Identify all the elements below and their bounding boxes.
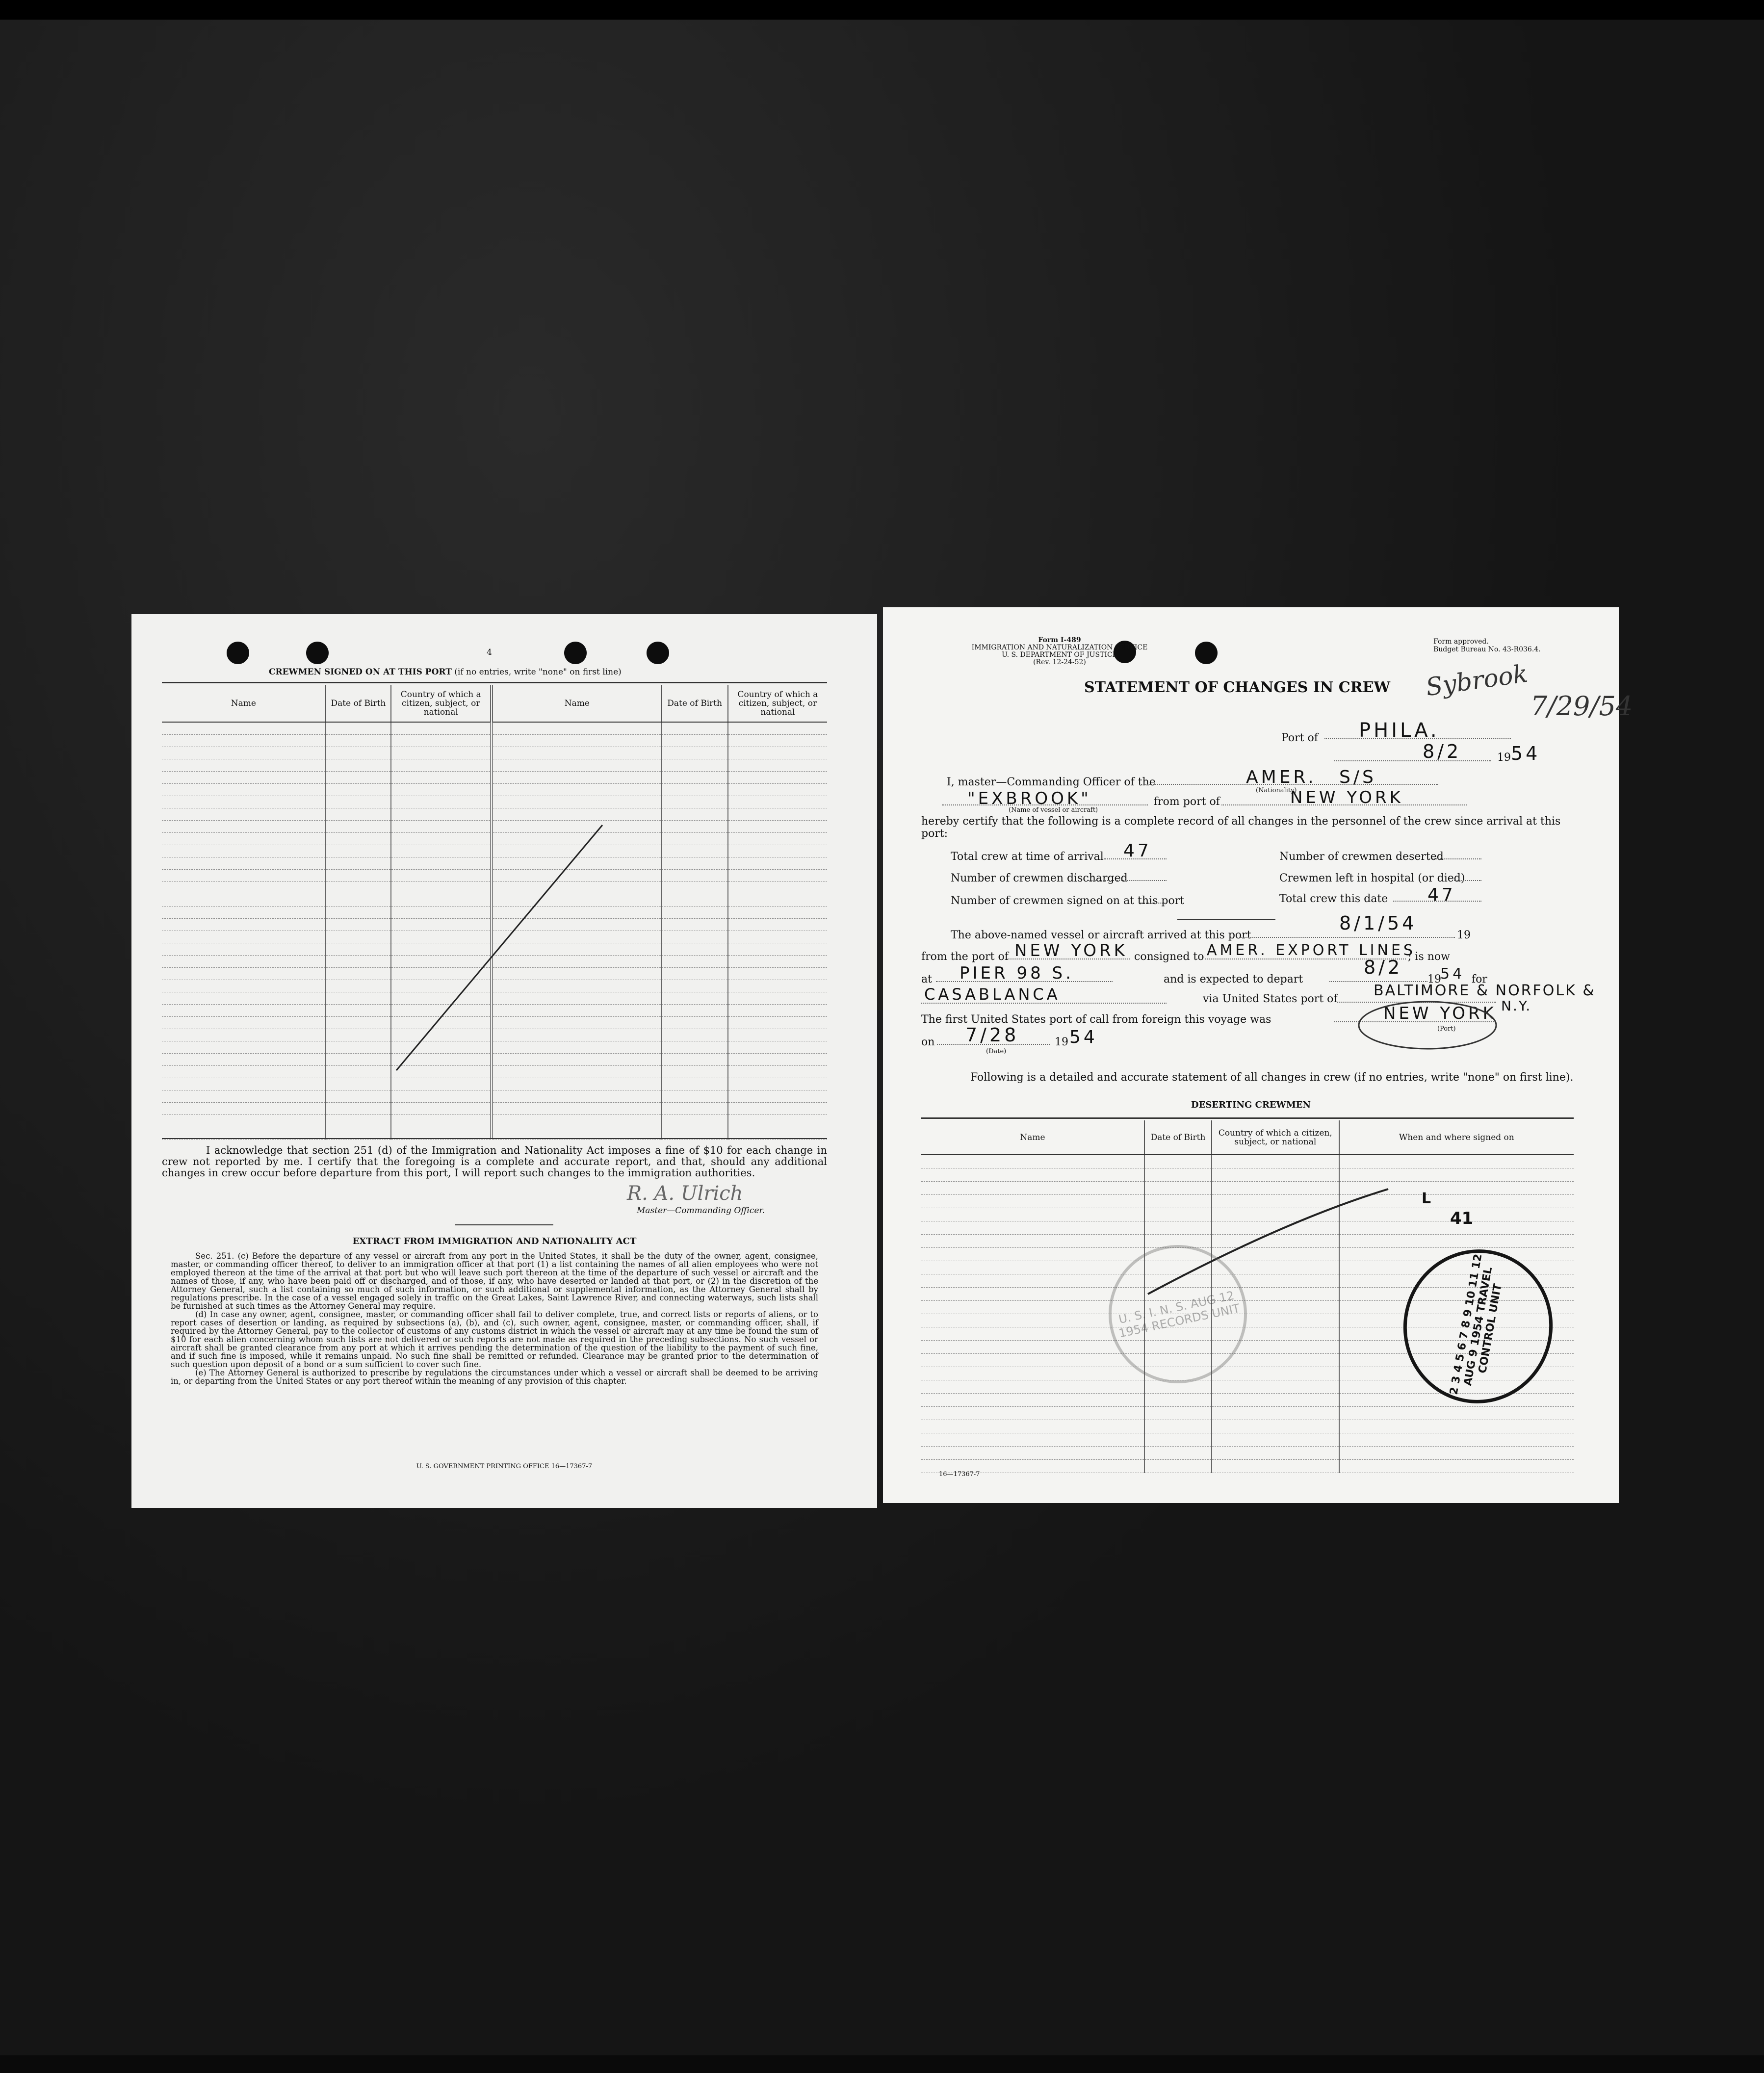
extract-section-e: (e) The Attorney General is authorized to prescribe by regulations the circumstances under which a vessel or aircraft shall be deemed to be arriving in, or departing from the United States or any port thereof within the meaning of any provision of this chapter. bbox=[171, 1368, 818, 1386]
port-value: PHILA. bbox=[1359, 719, 1440, 742]
date-caption: (Date) bbox=[986, 1048, 1007, 1055]
depart-year: 54 bbox=[1440, 965, 1465, 983]
printer-line: U. S. GOVERNMENT PRINTING OFFICE 16—17367-7 bbox=[416, 1463, 593, 1470]
form-number: Form I-489 bbox=[1038, 636, 1081, 644]
right-page bbox=[883, 607, 1633, 1503]
agency-name: IMMIGRATION AND NATURALIZATION SERVICE bbox=[971, 644, 1148, 651]
signed-on-label: Number of crewmen signed on at this port bbox=[951, 895, 1185, 907]
deserting-title: DESERTING CREWMEN bbox=[1191, 1100, 1311, 1110]
year-prefix: 19 bbox=[1055, 1036, 1068, 1048]
from-port-value: NEW YORK bbox=[1290, 788, 1403, 807]
printer-line: 16—17367-7 bbox=[939, 1471, 980, 1478]
handwritten-initials: Sybrook bbox=[1424, 659, 1530, 702]
total-date-label: Total crew this date bbox=[1279, 893, 1388, 905]
arrived-label: The above-named vessel or aircraft arrived at this port bbox=[951, 929, 1251, 941]
master-signature: R. A. Ulrich bbox=[627, 1182, 743, 1205]
on-value: 7/28 bbox=[965, 1024, 1019, 1046]
at-label: at bbox=[921, 973, 932, 985]
total-arrival-value: 47 bbox=[1123, 841, 1152, 861]
following-text: Following is a detailed and accurate statement of all changes in crew (if no entries, write "none" on first line). bbox=[970, 1071, 1574, 1084]
is-now-label: ; is now bbox=[1408, 951, 1450, 963]
from-the-port-label: from the port of bbox=[921, 951, 1009, 963]
divider bbox=[162, 1138, 827, 1139]
column-header: Country of which a citizen, subject, or national bbox=[728, 685, 827, 722]
total-arrival-label: Total crew at time of arrival bbox=[951, 851, 1104, 863]
column-header: Country of which a citizen, subject, or national bbox=[1212, 1120, 1339, 1155]
year-prefix: 19 bbox=[1457, 929, 1471, 941]
consigned-label: consigned to bbox=[1134, 951, 1204, 963]
records-unit-stamp-text: U. S. I. N. S. AUG 12 1954 RECORDS UNIT bbox=[1117, 1288, 1241, 1341]
tally-mark: L bbox=[1422, 1190, 1434, 1207]
approval-text: Form approved. bbox=[1433, 638, 1489, 646]
vessel-caption: (Name of vessel or aircraft) bbox=[1009, 806, 1098, 814]
column-header: When and where signed on bbox=[1339, 1120, 1574, 1155]
extract-section-d: (d) In case any owner, agent, consignee, master, or commanding officer shall fail to deliver complete, true, and correct lists or reports of aliens, or to report cases of desertion or landing, as required by subsections (a), (b), and (c), such owner, agent, consignee, master, or commanding officer, shall, if required by the Attorney General, pay to the collector of customs of any customs district in which the vessel or aircraft may at any time be found the sum of $10 for each alien concerning whom such lists are not delivered or such reports are not made as required in the preceding subsections. No such vessel or aircraft shall be granted clearance from any port at which it arrives pending the determination of the question of the liability to the payment of such fine, and if such fine is imposed, while it remains unpaid. No such fine shall be remitted or refunded. Clearance may be granted prior to the determination of such question upon deposit of a bond or a sum sufficient to cover such fine. bbox=[171, 1310, 818, 1369]
master-label: I, master—Commanding Officer of the bbox=[947, 776, 1156, 788]
certify-text: hereby certify that the following is a complete record of all changes in the personnel of the crew since arrival at this port: bbox=[921, 815, 1561, 840]
depart-value: 8/2 bbox=[1364, 957, 1403, 978]
from-the-port-value: NEW YORK bbox=[1014, 941, 1128, 960]
total-date-value: 47 bbox=[1427, 885, 1456, 905]
travel-control-stamp-text: 2 3 4 5 6 7 8 9 10 11 12 AUG 9 1954 TRAVEL CONTROL UNIT bbox=[1447, 1253, 1504, 1396]
signature-caption: Master—Commanding Officer. bbox=[637, 1206, 765, 1216]
film-edge-bottom bbox=[0, 2055, 1764, 2073]
hospital-label: Crewmen left in hospital (or died) bbox=[1279, 872, 1465, 884]
on-year: 54 bbox=[1069, 1027, 1098, 1047]
extract-body bbox=[171, 1252, 818, 1385]
deserted-label: Number of crewmen deserted bbox=[1279, 851, 1444, 863]
port-caption: (Port) bbox=[1437, 1025, 1456, 1033]
via-label: via United States port of bbox=[1203, 993, 1338, 1005]
extract-section-c: Sec. 251. (c) Before the departure of any vessel or aircraft from any port in the United States, it shall be the duty of the owner, agent, consignee, master, or commanding officer thereof, to deliver to an immigration officer at that port (1) a list containing the names of all alien employees who were not employed thereon at the time of the arrival at that port but who will leave such port thereon at the time of the departure of such vessel or aircraft and the names of those, if any, who have been paid off or discharged, and of those, if any, who have deserted or landed at that port, or (2) in the discretion of the Attorney General, such a list containing so much of such information, or such additional or supplemental information, as the Attorney General shall by regulations prescribe. In the case of a vessel engaged solely in traffic on the Great Lakes, Saint Lawrence River, and connecting waterways, such lists shall be furnished at such times as the Attorney General may require. bbox=[171, 1251, 818, 1311]
first-port-value: NEW YORK bbox=[1383, 1004, 1497, 1023]
tally-number: 41 bbox=[1450, 1209, 1474, 1228]
acknowledgment-text: I acknowledge that section 251 (d) of the Immigration and Nationality Act imposes a fine of $10 for each change in crew not reported by me. I certify that the foregoing is a complete and accurate report, and that, should any additional changes in crew occur before departure from this port, I will report such changes to the immigration authorities. bbox=[162, 1144, 827, 1179]
nationality-caption: (Nationality) bbox=[1256, 787, 1297, 794]
discharged-label: Number of crewmen discharged bbox=[951, 872, 1128, 884]
form-title: STATEMENT OF CHANGES IN CREW bbox=[1084, 679, 1391, 696]
column-header: Date of Birth bbox=[661, 685, 727, 722]
nationality-value: AMER. bbox=[1246, 767, 1317, 787]
left-page bbox=[131, 614, 877, 1508]
divider bbox=[455, 1224, 553, 1225]
via-value-2: N.Y. bbox=[1501, 998, 1532, 1014]
column-header: Name bbox=[492, 685, 661, 722]
column-header: Country of which a citizen, subject, or national bbox=[391, 685, 492, 722]
on-label: on bbox=[921, 1036, 935, 1048]
year-prefix: 19 bbox=[1497, 751, 1511, 764]
date-value: 8/2 bbox=[1423, 741, 1462, 762]
table-title-note: (if no entries, write "none" on first line) bbox=[454, 667, 622, 677]
arrived-value: 8/1/54 bbox=[1339, 912, 1417, 934]
column-header: Name bbox=[162, 685, 326, 722]
depart-label: and is expected to depart bbox=[1164, 973, 1303, 985]
consigned-value: AMER. EXPORT LINES bbox=[1207, 942, 1416, 959]
extract-title: EXTRACT FROM IMMIGRATION AND NATIONALITY ACT bbox=[352, 1236, 637, 1246]
at-value: PIER 98 S. bbox=[960, 963, 1074, 983]
department-name: U. S. DEPARTMENT OF JUSTICE bbox=[1002, 651, 1117, 659]
column-header: Name bbox=[921, 1120, 1144, 1155]
budget-number: Budget Bureau No. 43-R036.4. bbox=[1433, 646, 1541, 653]
column-header: Date of Birth bbox=[1144, 1120, 1212, 1155]
for-label: for bbox=[1472, 973, 1487, 985]
year-value: 54 bbox=[1511, 743, 1541, 764]
from-port-label: from port of bbox=[1154, 796, 1220, 808]
vessel-name-value: "EXBROOK" bbox=[967, 789, 1091, 808]
vessel-type-value: S/S bbox=[1339, 767, 1376, 787]
table-title-text: CREWMEN SIGNED ON AT THIS PORT bbox=[269, 667, 452, 677]
handwritten-date: 7/29/54 bbox=[1531, 691, 1633, 722]
column-header: Date of Birth bbox=[326, 685, 391, 722]
year-prefix: 19 bbox=[1427, 973, 1441, 985]
first-port-label: The first United States port of call from foreign this voyage was bbox=[921, 1013, 1271, 1026]
film-edge-top bbox=[0, 0, 1764, 20]
port-label: Port of bbox=[1281, 732, 1318, 744]
page-number: 4 bbox=[487, 648, 492, 657]
destination-value: CASABLANCA bbox=[924, 985, 1061, 1004]
via-value: BALTIMORE & NORFOLK & bbox=[1374, 982, 1596, 999]
form-revision: (Rev. 12-24-52) bbox=[1033, 658, 1086, 666]
